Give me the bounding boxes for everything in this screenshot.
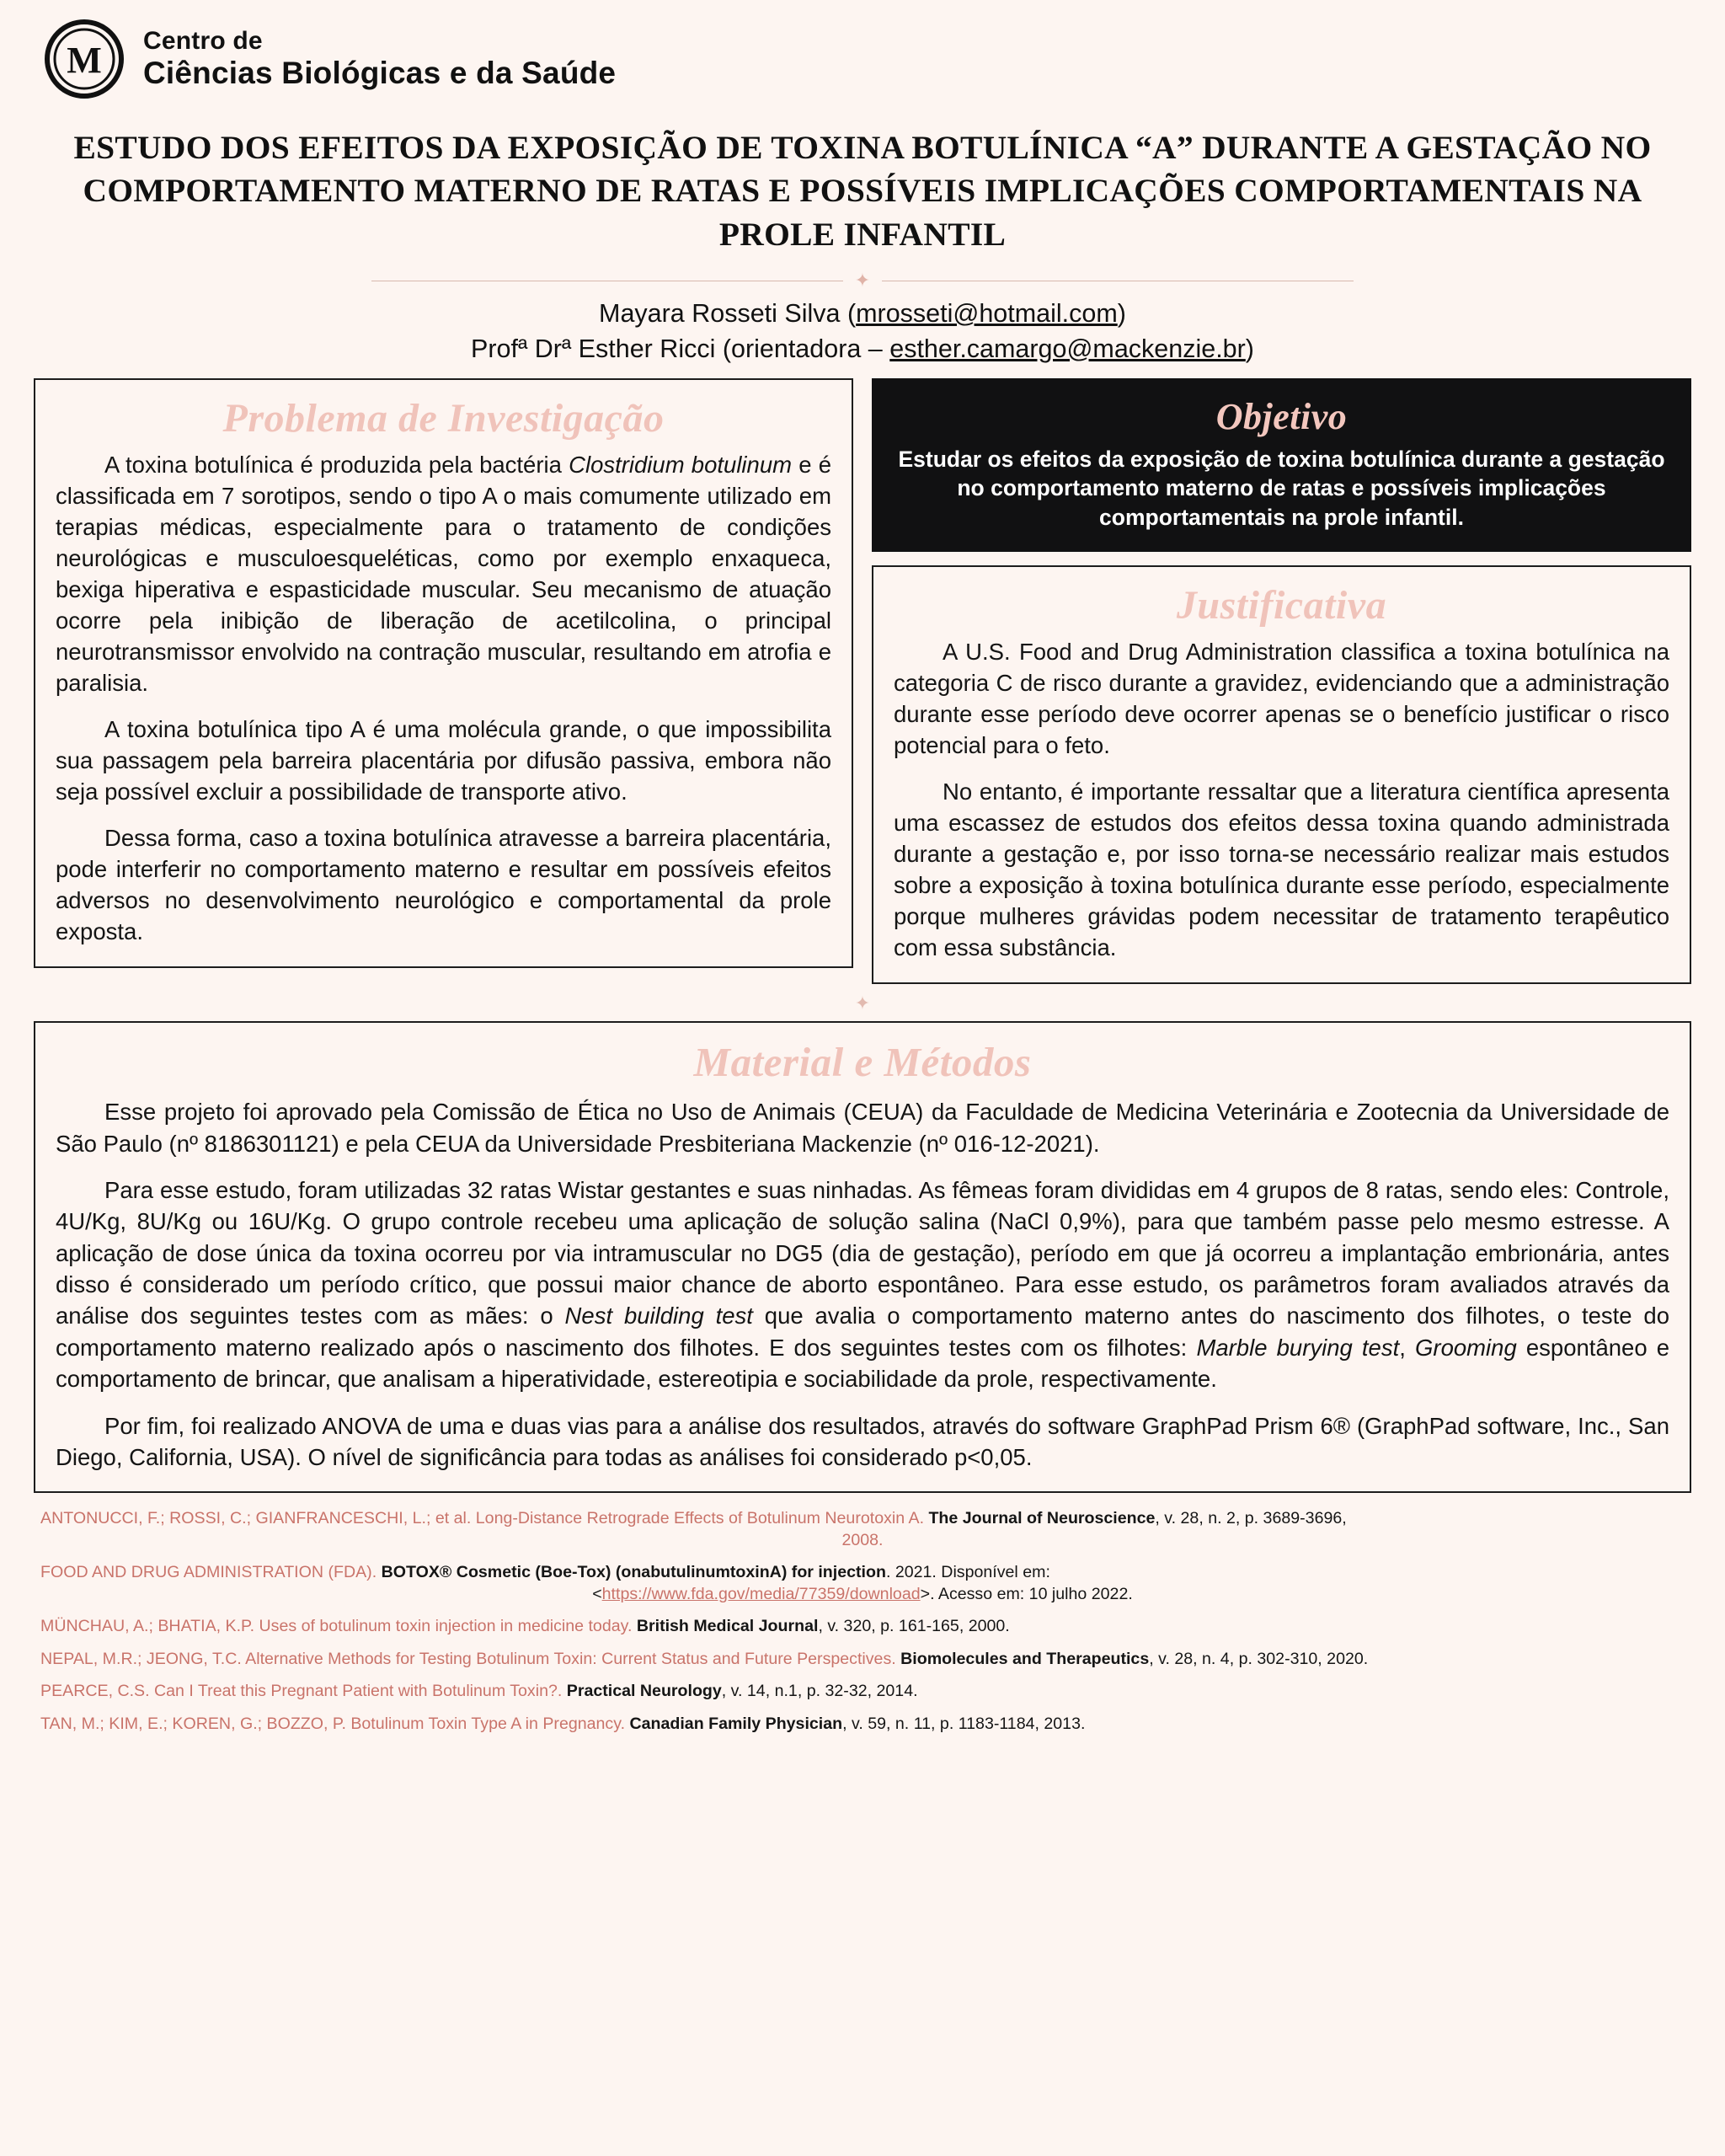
author-line-1 (29, 297, 1696, 331)
author-line-2 (29, 332, 1696, 366)
reference-authors: FOOD AND DRUG ADMINISTRATION (FDA). (40, 1563, 382, 1582)
reference-item (40, 1649, 1685, 1670)
section-title-problema: Problema de Investigação (222, 395, 665, 441)
metodos-p2-a: Para esse estudo, foram utilizadas 32 ratas Wistar gestantes e suas ninhadas. As fêmeas foram divididas em 4 grupos de 8 ratas, sendo eles: Controle, 4U/Kg, 8U/Kg ou 16U/Kg. O grupo controle recebeu uma aplicação de solução salina (NaCl 0,9%), para que também passe pelo mesmo estresse. A aplicação de dose única da toxina ocorreu por via intramuscular no DG5 (dia de gestação), período em que já ocorreu a implantação embrionária, antes disso é considerado um período crítico, que possui maior chance de aborto espontâneo. Para esse estudo, os parâmetros foram avaliados através da análise dos seguintes testes com as mães: o (56, 1176, 1669, 1329)
page-title: ESTUDO DOS EFEITOS DA EXPOSIÇÃO DE TOXINA BOTULÍNICA “A” DURANTE A GESTAÇÃO NO COMPORTAMENTO MATERNO DE RATAS E POSSÍVEIS IMPLICAÇÕES COMPORTAMENTAIS NA PROLE INFANTIL (73, 129, 1652, 253)
authors-block (29, 297, 1696, 366)
author-name-2: Profª Drª Esther Ricci (orientadora – (471, 334, 890, 363)
reference-item (40, 1508, 1685, 1551)
author-name-1: Mayara Rosseti Silva ( (599, 299, 857, 329)
section-title-objetivo: Objetivo (1215, 395, 1348, 437)
reference-authors: PEARCE, C.S. Can I Treat this Pregnant Patient with Botulinum Toxin?. (40, 1682, 567, 1701)
main-columns (29, 378, 1696, 984)
reference-item (40, 1714, 1685, 1735)
reference-details: , v. 320, p. 161-165, 2000. (818, 1617, 1010, 1636)
author-paren-2: ) (1245, 334, 1254, 363)
problema-p1-a: A toxina botulínica é produzida pela bactéria (104, 451, 569, 478)
section-problema-investigacao (34, 378, 853, 968)
objetivo-paragraph-1: Estudar os efeitos da exposição de toxina botulínica durante a gestação no comportamento materno de ratas e possíveis implicações comportamentais na prole infantil. (898, 446, 1665, 530)
reference-details: , v. 28, n. 4, p. 302-310, 2020. (1149, 1649, 1369, 1668)
references-list (29, 1493, 1696, 1754)
reference-authors: TAN, M.; KIM, E.; KOREN, G.; BOZZO, P. Botulinum Toxin Type A in Pregnancy. (40, 1714, 630, 1733)
right-column (872, 378, 1691, 984)
justificativa-paragraph-1: A U.S. Food and Drug Administration classifica a toxina botulínica na categoria C de risco durante a gravidez, evidenciando que a administração durante esse período deve ocorrer apenas se o benefício justificar o risco potencial para o feto. (894, 639, 1669, 759)
reference-link-line (40, 1584, 1685, 1605)
logo-line-1: Centro de (143, 27, 263, 56)
reference-link[interactable]: https://www.fda.gov/media/77359/download (601, 1584, 921, 1603)
metodos-p2-b: que avalia o comportamento materno antes do nascimento dos filhotes, o teste do comportamento materno realizado após o nascimento dos filhotes. E dos seguintes testes com os filhotes: (56, 1303, 1670, 1361)
metodos-p2-d: espontâneo e comportamento de brincar, que analisam a hiperatividade, estereotipia e sociabilidade da prole, respectivamente. (56, 1334, 1670, 1393)
metodos-paragraph-1: Esse projeto foi aprovado pela Comissão de Ética no Uso de Animais (CEUA) da Faculdade de Medicina Veterinária e Zootecnia da Universidade de São Paulo (nº 8186301121) e pela CEUA da Universidade Presbiteriana Mackenzie (nº 016-12-2021). (56, 1099, 1669, 1157)
reference-year: 2008. (841, 1530, 884, 1549)
metodos-paragraph-3: Por fim, foi realizado ANOVA de uma e duas vias para a análise dos resultados, através do software GraphPad Prism 6® (GraphPad software, Inc., San Diego, California, USA). O nível de significância para todas as análises foi considerado p<0,05. (56, 1412, 1669, 1471)
reference-authors: MÜNCHAU, A.; BHATIA, K.P. Uses of botulinum toxin injection in medicine today. (40, 1617, 637, 1636)
reference-source: Practical Neurology (566, 1682, 722, 1701)
methods-wrapper (29, 1021, 1696, 1493)
reference-item (40, 1562, 1685, 1605)
section-title-metodos: Material e Métodos (693, 1039, 1032, 1086)
problema-p1-b: e é classificada em 7 sorotipos, sendo o tipo A o mais comumente utilizado em terapias médicas, especialmente para o tratamento de condições neurológicas e musculoesqueléticas, como por exemplo enxaqueca, bexiga hiperativa e espasticidade muscular. Seu mecanismo de atuação ocorre pela inibição de liberação de acetilcolina, o principal neurotransmissor envolvido na contração muscular, resultando em atrofia e paralisia. (56, 451, 831, 696)
reference-source: British Medical Journal (636, 1617, 819, 1636)
reference-details: , v. 28, n. 2, p. 3689-3696, (1155, 1509, 1347, 1528)
svg-text:M: M (67, 40, 102, 81)
justificativa-paragraph-2: No entanto, é importante ressaltar que a literatura científica apresenta uma escassez de estudos dos efeitos dessa toxina quando administrada durante a gestação e, por isso torna-se necessário realizar mais estudos sobre a exposição à toxina botulínica durante esse período, especialmente porque mulheres grávidas podem necessitar de tratamento terapêutico com essa substância. (894, 778, 1669, 961)
reference-item (40, 1616, 1685, 1637)
section-justificativa (872, 565, 1691, 984)
section-material-metodos (34, 1021, 1691, 1493)
reference-details: . 2021. Disponível em: (885, 1563, 1050, 1582)
institution-header (29, 0, 1696, 104)
reference-link-close: >. Acesso em: 10 julho 2022. (920, 1584, 1133, 1603)
metodos-p2-c: , (1399, 1334, 1416, 1361)
reference-link-open: < (592, 1584, 602, 1603)
section-objetivo (872, 378, 1691, 552)
reference-source: BOTOX® Cosmetic (Boe-Tox) (onabutulinumtoxinA) for injection (381, 1563, 886, 1582)
left-column (34, 378, 853, 968)
reference-authors: ANTONUCCI, F.; ROSSI, C.; GIANFRANCESCHI, L.; et al. Long-Distance Retrograde Effects of Botulinum Neurotoxin A. (40, 1509, 929, 1528)
metodos-p2-italic-3: Grooming (1415, 1334, 1517, 1361)
metodos-p2-italic-2: Marble burying test (1196, 1334, 1400, 1361)
problema-paragraph-1 (56, 450, 831, 699)
author-paren-1: ) (1117, 299, 1126, 329)
middle-diamond-ornament-icon: ✦ (854, 992, 871, 1014)
reference-source: The Journal of Neuroscience (928, 1509, 1156, 1528)
diamond-ornament-icon: ✦ (854, 270, 871, 292)
metodos-p2-italic-1: Nest building test (564, 1303, 753, 1329)
title-divider (29, 271, 1696, 290)
author-email-2[interactable]: esther.camargo@mackenzie.br (889, 334, 1246, 363)
metodos-paragraph-2 (56, 1174, 1669, 1395)
reference-item (40, 1681, 1685, 1702)
reference-details: , v. 59, n. 11, p. 1183-1184, 2013. (842, 1714, 1086, 1733)
mackenzie-logo-icon (44, 19, 125, 99)
problema-paragraph-2: A toxina botulínica tipo A é uma molécula grande, o que impossibilita sua passagem pela barreira placentária por difusão passiva, embora não seja possível excluir a possibilidade de transporte ativo. (56, 715, 831, 805)
author-email-1[interactable]: mrosseti@hotmail.com (856, 299, 1118, 329)
reference-source: Biomolecules and Therapeutics (900, 1649, 1150, 1668)
section-title-justificativa: Justificativa (1176, 583, 1387, 629)
reference-source: Canadian Family Physician (629, 1714, 843, 1733)
reference-authors: NEPAL, M.R.; JEONG, T.C. Alternative Methods for Testing Botulinum Toxin: Current Status and Future Perspectives. (40, 1649, 901, 1668)
problema-paragraph-3: Dessa forma, caso a toxina botulínica atravesse a barreira placentária, pode interferir no comportamento materno e resultar em possíveis efeitos adversos no desenvolvimento neurológico e comportamental da prole exposta. (56, 824, 831, 944)
reference-details: , v. 14, n.1, p. 32-32, 2014. (721, 1682, 918, 1701)
logo-line-2: Ciências Biológicas e da Saúde (143, 56, 617, 91)
problema-p1-italic: Clostridium botulinum (569, 451, 793, 478)
